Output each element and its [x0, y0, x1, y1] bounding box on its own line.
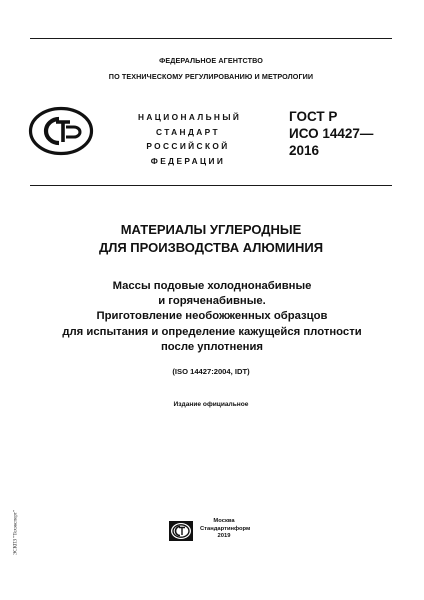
subtitle-line5: после уплотнения — [160, 340, 264, 353]
national-line4: ФЕДЕРАЦИИ — [150, 155, 226, 166]
standartinform-logo-icon — [168, 520, 194, 542]
bottom-divider — [30, 185, 392, 186]
subtitle-line3: Приготовление необожженных образцов — [96, 310, 328, 323]
national-line1: НАЦИОНАЛЬНЫЙ — [138, 112, 242, 122]
agency-name-line2: ПО ТЕХНИЧЕСКОМУ РЕГУЛИРОВАНИЮ И МЕТРОЛОГИИ — [108, 72, 314, 81]
designation-line3: 2016 — [289, 143, 320, 158]
document-title — [30, 221, 392, 257]
national-standard-label — [138, 110, 242, 168]
subtitle-line1: Массы подовые холоднонабивные — [112, 280, 312, 292]
title-line2: ДЛЯ ПРОИЗВОДСТВА АЛЮМИНИЯ — [98, 240, 324, 255]
standard-designation — [289, 108, 373, 159]
side-watermark: ЭСКПЗ "Техэксперт" — [13, 509, 19, 556]
national-line3: РОССИЙСКОЙ — [146, 141, 230, 151]
document-subtitle — [24, 279, 400, 355]
iso-reference: (ISO 14427:2004, IDT) — [172, 367, 250, 376]
subtitle-line2: и горяченабивные. — [158, 295, 266, 308]
title-line1: МАТЕРИАЛЫ УГЛЕРОДНЫЕ — [120, 222, 302, 237]
publisher-year: 2019 — [217, 533, 231, 540]
subtitle-line4: для испытания и определение кажущейся плотности — [62, 325, 362, 338]
designation-line1: ГОСТ Р — [289, 109, 338, 124]
publisher-city: Москва — [213, 518, 235, 524]
gost-r-logo-icon — [28, 106, 94, 156]
national-line2: СТАНДАРТ — [156, 126, 220, 137]
publisher-name: Стандартинформ — [200, 525, 251, 532]
publisher-block — [200, 518, 251, 541]
edition-label: Издание официальное — [173, 401, 249, 408]
agency-name-line1: ФЕДЕРАЛЬНОЕ АГЕНТСТВО — [159, 56, 263, 65]
designation-line2: ИСО 14427— — [289, 126, 374, 141]
top-divider — [30, 38, 392, 39]
